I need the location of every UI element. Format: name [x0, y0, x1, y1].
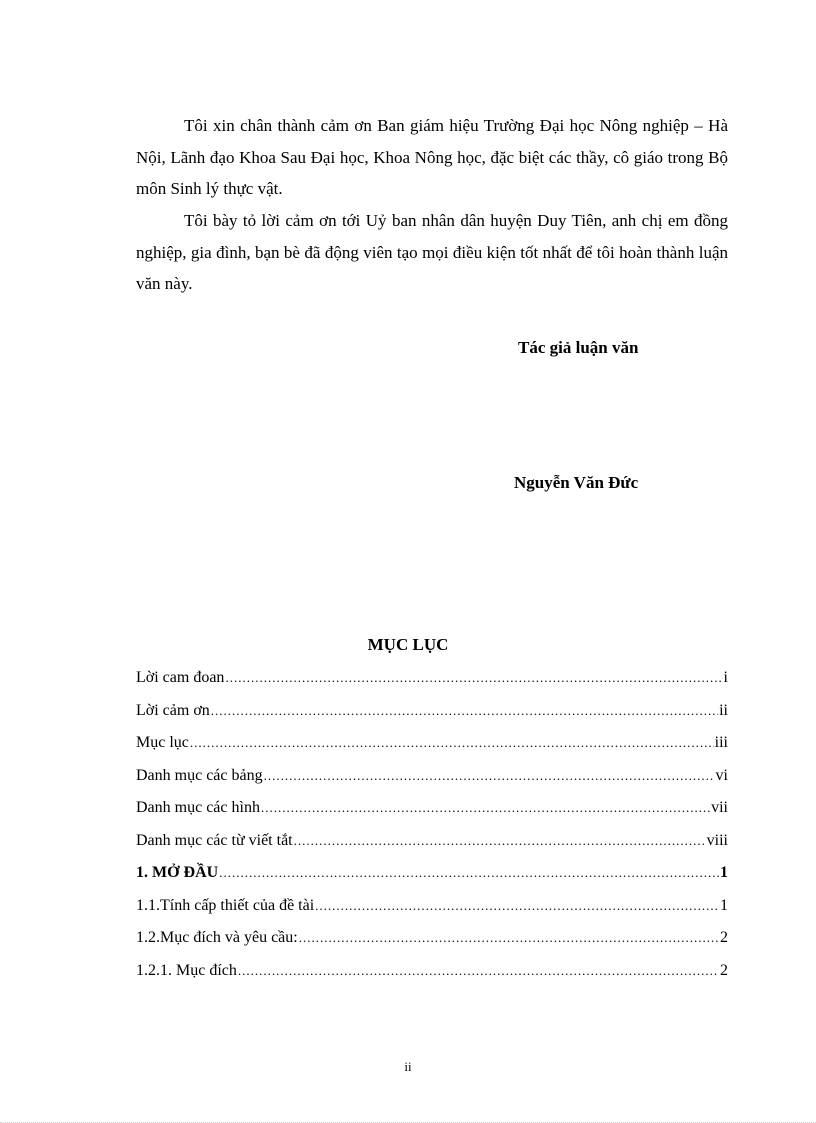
toc-leader-dots — [190, 727, 714, 760]
toc-entry[interactable] — [136, 955, 728, 988]
toc-entry-page: vi — [715, 766, 728, 784]
toc-entry-title: Lời cam đoan — [136, 669, 225, 686]
toc-entry[interactable] — [136, 727, 728, 760]
toc-leader-dots — [299, 922, 719, 955]
toc-leader-dots — [219, 857, 719, 890]
toc-entry-title: 1.1.Tính cấp thiết của đề tài — [136, 896, 315, 914]
acknowledgement-paragraph-1: Tôi xin chân thành cảm ơn Ban giám hiệu Trường Đại học Nông nghiệp – Hà Nội, Lãnh đạo Khoa Sau Đại học, Khoa Nông học, đặc biệt các thầy, cô giáo trong Bộ môn Sinh lý thực vật. — [136, 116, 728, 198]
toc-entry[interactable] — [136, 857, 728, 890]
toc-entry[interactable] — [136, 695, 728, 728]
toc-entry-page: 2 — [720, 961, 728, 979]
toc-leader-dots — [238, 955, 719, 988]
toc-entry-page: i — [723, 669, 728, 686]
toc-entry-title: Lời cảm ơn — [136, 701, 210, 719]
toc-entry-page: 1 — [720, 864, 728, 881]
toc-leader-dots — [261, 792, 710, 825]
page-number: ii — [404, 1059, 412, 1074]
toc-entry-title: 1.2.Mục đích và yêu cầu: — [136, 929, 298, 946]
toc-entry-title: Danh mục các hình — [136, 799, 260, 816]
toc-entry-page: 2 — [720, 929, 728, 946]
toc-entry-title: 1. MỞ ĐẦU — [136, 864, 219, 881]
toc-entry[interactable] — [136, 662, 728, 695]
toc-leader-dots — [294, 825, 706, 858]
toc-entry-page: iii — [714, 734, 728, 751]
toc-entry-title: 1.2.1. Mục đích — [136, 961, 237, 979]
toc-entry-title: Mục lục — [136, 734, 189, 751]
acknowledgement-paragraph-2: Tôi bày tỏ lời cảm ơn tới Uỷ ban nhân dân huyện Duy Tiên, anh chị em đồng nghiệp, gia đình, bạn bè đã động viên tạo mọi điều kiện tốt nhất để tôi hoàn thành luận văn này. — [136, 211, 728, 293]
toc-entry-page: ii — [719, 701, 728, 719]
toc-entry-title: Danh mục các bảng — [136, 766, 263, 784]
toc-entry[interactable] — [136, 825, 728, 858]
toc-entry-page: viii — [706, 831, 728, 849]
toc-entry[interactable] — [136, 922, 728, 955]
toc-leader-dots — [264, 760, 715, 793]
toc-entry[interactable] — [136, 760, 728, 793]
author-name: Nguyễn Văn Đức — [514, 473, 639, 492]
toc-entry-page: vii — [711, 799, 728, 816]
toc-leader-dots — [315, 890, 719, 923]
author-signature-title: Tác giả luận văn — [518, 338, 639, 357]
toc-entry[interactable] — [136, 792, 728, 825]
toc-leader-dots — [225, 662, 722, 695]
toc-entry-page: 1 — [720, 896, 728, 914]
table-of-contents — [136, 662, 728, 987]
toc-entry[interactable] — [136, 890, 728, 923]
toc-entry-title: Danh mục các từ viết tắt — [136, 831, 293, 849]
table-of-contents-heading: MỤC LỤC — [367, 635, 449, 654]
toc-leader-dots — [211, 695, 718, 728]
